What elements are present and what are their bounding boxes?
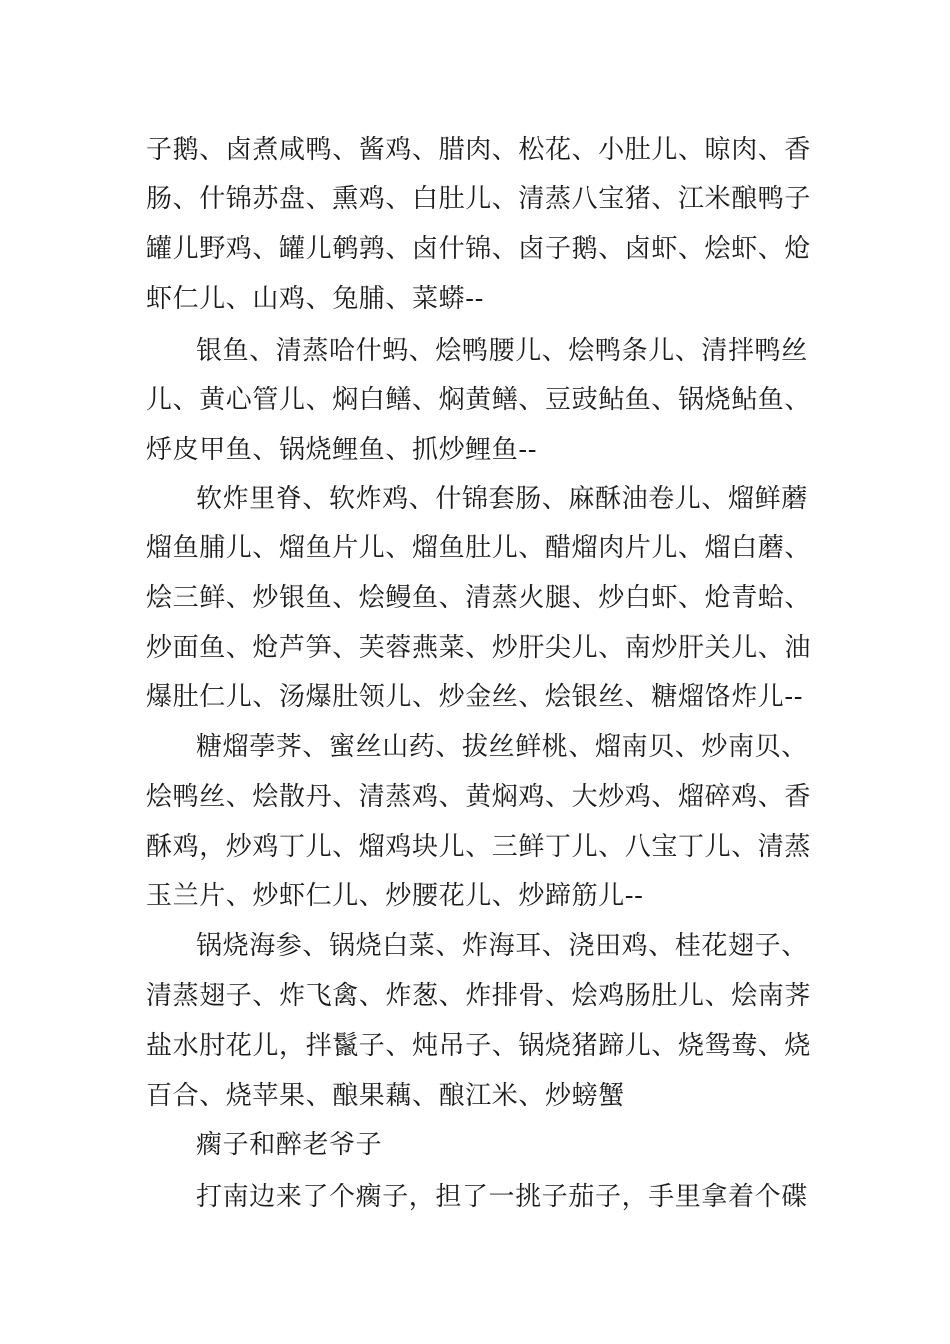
text-line-13: 糖熘荸荠、蜜丝山药、拔丝鲜桃、熘南贝、炒南贝、 — [196, 732, 808, 762]
text-line-17: 锅烧海参、锅烧白菜、炸海耳、浇田鸡、桂花翅子、 — [196, 931, 808, 961]
text-line-14: 烩鸭丝、烩散丹、清蒸鸡、黄焖鸡、大炒鸡、熘碎鸡、香 — [146, 782, 812, 812]
text-line-11: 炒面鱼、炝芦笋、芙蓉燕菜、炒肝尖儿、南炒肝关儿、油 — [146, 633, 812, 663]
text-line-8: 软炸里脊、软炸鸡、什锦套肠、麻酥油卷儿、熘鲜蘑 — [196, 484, 808, 514]
text-line-22: 打南边来了个瘸子，担了一挑子茄子，手里拿着个碟 — [196, 1182, 808, 1212]
text-line-18: 清蒸翅子、炸飞禽、炸葱、炸排骨、烩鸡肠肚儿、烩南荠 — [146, 981, 812, 1011]
text-line-2: 肠、什锦苏盘、熏鸡、白肚儿、清蒸八宝猪、江米酿鸭子 — [146, 184, 812, 214]
text-line-10: 烩三鲜、炒银鱼、烩鳗鱼、清蒸火腿、炒白虾、炝青蛤、 — [146, 583, 812, 613]
text-line-16: 玉兰片、炒虾仁儿、炒腰花儿、炒蹄筋儿-- — [146, 881, 644, 911]
text-line-6: 儿、黄心管儿、焖白鳝、焖黄鳝、豆豉鲇鱼、锅烧鲇鱼、 — [146, 385, 812, 415]
text-line-5: 银鱼、清蒸哈什蚂、烩鸭腰儿、烩鸭条儿、清拌鸭丝 — [196, 336, 808, 366]
text-line-1: 子鹅、卤煮咸鸭、酱鸡、腊肉、松花、小肚儿、晾肉、香 — [146, 135, 812, 165]
text-line-19: 盐水肘花儿，拌鬣子、炖吊子、锅烧猪蹄儿、烧鸳鸯、烧 — [146, 1031, 812, 1061]
text-line-3: 罐儿野鸡、罐儿鹌鹑、卤什锦、卤子鹅、卤虾、烩虾、炝 — [146, 234, 812, 264]
section-heading: 瘸子和醉老爷子 — [196, 1130, 383, 1160]
text-line-20: 百合、烧苹果、酿果藕、酿江米、炒螃蟹 — [146, 1081, 625, 1111]
text-line-12: 爆肚仁儿、汤爆肚领儿、炒金丝、烩银丝、糖熘饹炸儿-- — [146, 682, 804, 712]
text-line-4: 虾仁儿、山鸡、兔脯、菜蟒-- — [146, 284, 484, 314]
text-line-15: 酥鸡，炒鸡丁儿、熘鸡块儿、三鲜丁儿、八宝丁儿、清蒸 — [146, 832, 812, 862]
text-line-9: 熘鱼脯儿、熘鱼片儿、熘鱼肚儿、醋熘肉片儿、熘白蘑、 — [146, 533, 812, 563]
text-line-7: 烀皮甲鱼、锅烧鲤鱼、抓炒鲤鱼-- — [146, 435, 538, 465]
